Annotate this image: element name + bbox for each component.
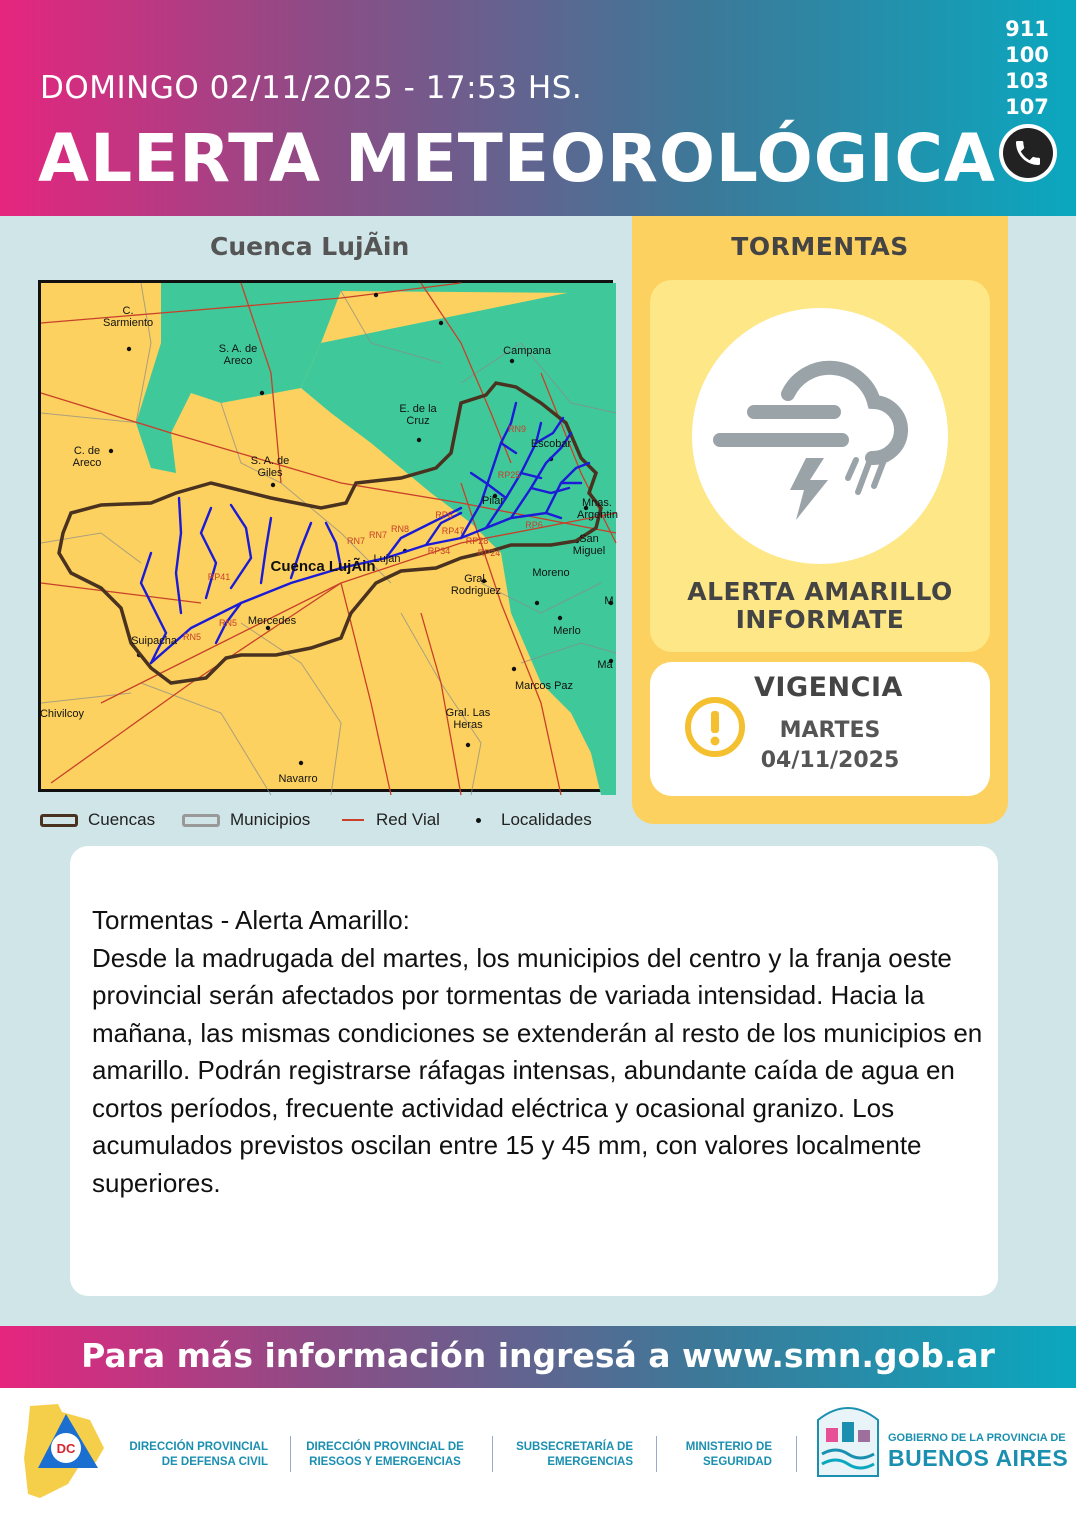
road-label: RN5 (218, 618, 237, 628)
legend-label: Cuencas (88, 810, 156, 829)
legend-municipios (182, 810, 310, 830)
gov-name: BUENOS AIRES (888, 1445, 1069, 1471)
info-banner (0, 1326, 1076, 1388)
place-label: Ma (597, 659, 613, 671)
dc-badge: DC (56, 1441, 76, 1456)
storm-icon (692, 308, 948, 564)
road-label: RN7 (346, 536, 365, 546)
road-label: RP24 (477, 548, 501, 558)
org-line: DIRECCIÓN PROVINCIAL (129, 1441, 268, 1453)
phone-icon[interactable] (999, 124, 1057, 182)
place-label: Merlo (553, 625, 581, 637)
gov-emblem-logo (812, 1402, 884, 1480)
org-line: SEGURIDAD (702, 1456, 772, 1468)
legend-cuencas (40, 810, 155, 830)
page-title: ALERTA METEOROLÓGICA (38, 120, 996, 197)
org-line: MINISTERIO DE (685, 1441, 772, 1453)
vigencia-date: 04/11/2025 (760, 748, 900, 773)
legend-red-vial (342, 810, 440, 830)
place-label: Marcos Paz (514, 680, 574, 692)
place-label: Campana (503, 345, 551, 357)
municipality-swatch (182, 814, 220, 827)
org-subsecretaria (505, 1440, 633, 1470)
vigencia-day: MARTES (779, 718, 881, 743)
legend-label: Localidades (501, 810, 592, 829)
legend-localidades (476, 810, 592, 830)
place-label: San Miguel (572, 533, 606, 557)
org-line: DIRECCIÓN PROVINCIAL DE (306, 1441, 464, 1453)
alert-datetime: DOMINGO 02/11/2025 - 17:53 HS. (40, 70, 583, 106)
divider (656, 1436, 657, 1472)
alert-level (650, 578, 990, 634)
org-ministerio (668, 1440, 772, 1470)
gov-caption: GOBIERNO DE LA PROVINCIA DE (888, 1432, 1066, 1444)
road-label: RN8 (390, 524, 409, 534)
place-label: C. de Areco (72, 445, 102, 469)
place-label: Moreno (532, 567, 570, 579)
place-label: C. Sarmiento (103, 305, 154, 329)
phone-number[interactable]: 100 (1005, 43, 1049, 67)
basin-swatch (40, 814, 78, 827)
alert-type: TORMENTAS (731, 232, 909, 261)
vigencia-title: VIGENCIA (754, 672, 903, 703)
emergency-phones (996, 16, 1058, 120)
place-label: Escobar (530, 438, 572, 450)
header-banner (0, 0, 1076, 216)
province-map-logo (18, 1398, 108, 1502)
divider (796, 1436, 797, 1472)
org-line: DE DEFENSA CIVIL (161, 1456, 268, 1468)
place-label: M (604, 595, 614, 607)
place-label: Mnas. Argentin (577, 497, 618, 521)
place-label: Gral. Rodriguez (450, 573, 502, 597)
road-label: RN5 (182, 632, 201, 642)
place-label: Chivilcoy (39, 708, 84, 720)
phone-number[interactable]: 103 (1005, 69, 1049, 93)
divider (492, 1436, 493, 1472)
road-label: RN7 (368, 530, 387, 540)
road-swatch (342, 819, 364, 821)
description-text (92, 902, 992, 1202)
basin-label: Cuenca LujÃin (270, 558, 376, 575)
locality-swatch (476, 818, 481, 823)
divider (290, 1436, 291, 1472)
place-label: Suipacha (131, 635, 177, 647)
map-graphic (41, 283, 616, 795)
road-label: RP28 (465, 536, 489, 546)
description-body: Desde la madrugada del martes, los municipios del centro y la franja oeste provincial serán afectados por tormentas de variada intensidad. Hacia la mañana, las mismas condiciones se extenderán al resto de los municipios en amarillo. Podrán registrarse ráfagas intensas, abundante caída de agua en cortos períodos, frecuente actividad eléctrica y ocasional granizo. Los acumulados previstos oscilan entre 15 y 45 mm, con valores localmente superiores. (92, 942, 983, 1198)
org-line: EMERGENCIAS (547, 1456, 633, 1468)
road-label: RP47 (441, 526, 465, 536)
road-label: RP34 (427, 546, 451, 556)
legend-label: Municipios (230, 810, 311, 829)
place-label: Navarro (278, 773, 318, 785)
alert-level-line: ALERTA AMARILLO (687, 577, 953, 606)
warning-icon (684, 696, 746, 758)
place-label: S. A. de Areco (218, 343, 258, 367)
road-label: RP6 (525, 520, 543, 530)
road-label: RP25 (497, 470, 521, 480)
road-label: RP6 (435, 510, 453, 520)
road-label: RN9 (507, 424, 526, 434)
place-label: S. A. de Giles (250, 455, 290, 479)
road-label: RP41 (207, 572, 231, 582)
map-title: Cuenca LujÃin (210, 232, 410, 261)
description-title: Tormentas - Alerta Amarillo: (92, 905, 410, 935)
org-defensa-civil (116, 1440, 268, 1470)
alert-level-line: INFORMATE (735, 605, 905, 634)
phone-number[interactable]: 107 (1005, 95, 1049, 119)
place-label: E. de la Cruz (399, 403, 437, 427)
place-label: Gral. Las Heras (445, 707, 491, 731)
org-line: SUBSECRETARÍA DE (516, 1441, 633, 1453)
info-link[interactable]: Para más información ingresá a www.smn.gob.ar (81, 1336, 995, 1375)
description-card (70, 846, 998, 1296)
place-label: Lujan (373, 553, 401, 565)
basin-map (38, 280, 618, 792)
legend-label: Red Vial (376, 810, 440, 829)
org-line: RIESGOS Y EMERGENCIAS (309, 1456, 461, 1468)
place-label: Pilar (481, 495, 504, 507)
place-label: Mercedes (247, 615, 297, 627)
org-riesgos (300, 1440, 470, 1470)
phone-number[interactable]: 911 (1005, 17, 1049, 41)
